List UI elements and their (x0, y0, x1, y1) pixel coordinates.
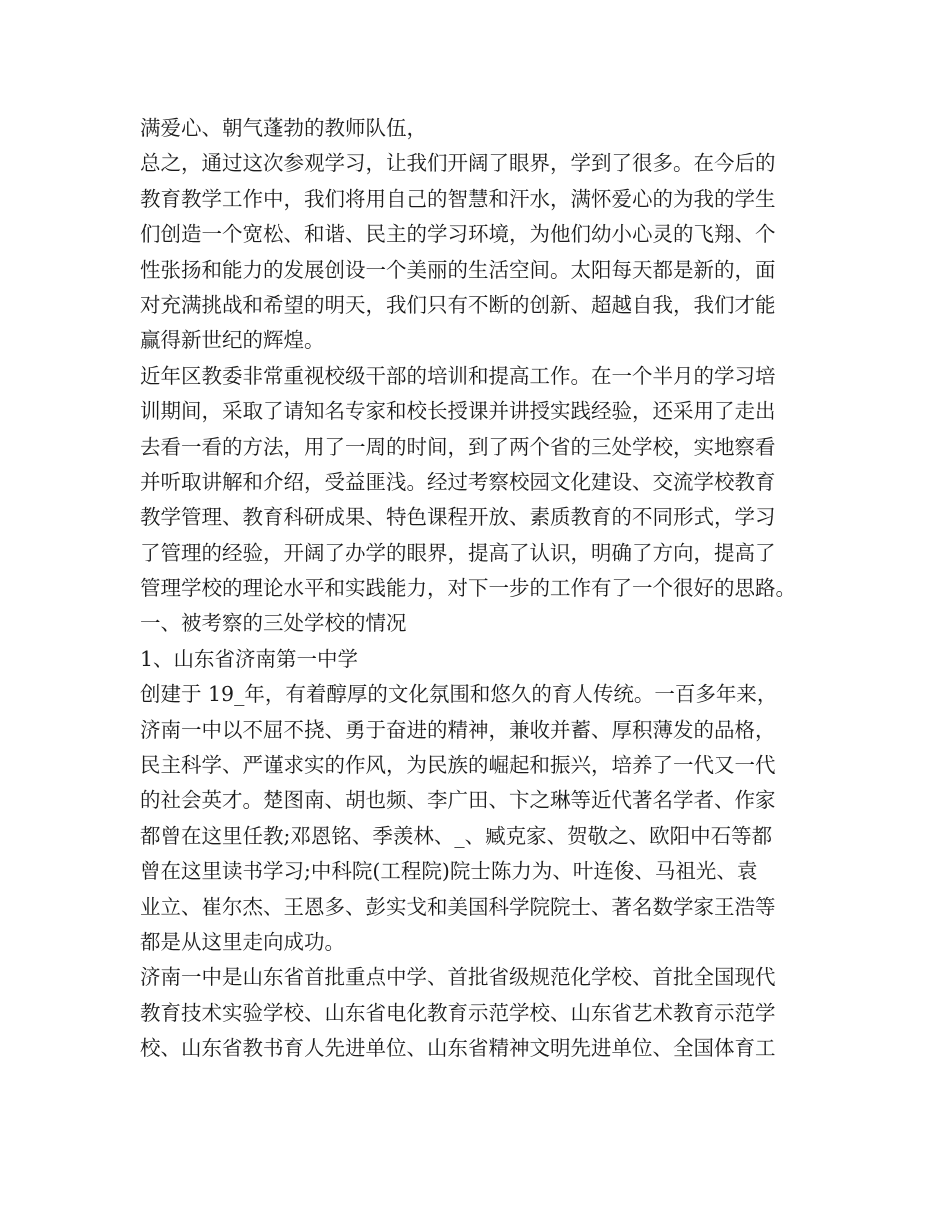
text-line: 济南一中以不屈不挠、勇于奋进的精神，兼收并蓄、厚积薄发的品格， (140, 717, 776, 742)
text-line: 管理学校的理论水平和实践能力，对下一步的工作有了一个很好的思路。 (140, 576, 796, 601)
text-line: 教育技术实验学校、山东省电化教育示范学校、山东省艺术教育示范学 (140, 1000, 776, 1025)
text-line: 赢得新世纪的辉煌。 (140, 328, 325, 353)
text-line: 近年区教委非常重视校级干部的培训和提高工作。在一个半月的学习培 (140, 363, 776, 388)
text-line: 民主科学、严谨求实的作风，为民族的崛起和振兴，培养了一代又一代 (140, 753, 776, 778)
text-line: 去看一看的方法，用了一周的时间，到了两个省的三处学校，实地察看 (140, 434, 776, 459)
text-line: 校、山东省教书育人先进单位、山东省精神文明先进单位、全国体育工 (140, 1036, 776, 1061)
text-line: 创建于 19_年，有着醇厚的文化氛围和悠久的育人传统。一百多年来， (140, 682, 778, 707)
text-line: 的社会英才。楚图南、胡也频、李广田、卞之琳等近代著名学者、作家 (140, 788, 776, 813)
text-line: 教学管理、教育科研成果、特色课程开放、素质教育的不同形式，学习 (140, 505, 776, 530)
text-line: 都曾在这里任教;邓恩铭、季羡林、_、臧克家、贺敬之、欧阳中石等都 (140, 823, 773, 848)
text-line: 性张扬和能力的发展创设一个美丽的生活空间。太阳每天都是新的，面 (140, 257, 776, 282)
section-heading: 一、被考察的三处学校的情况 (140, 611, 407, 636)
text-line: 都是从这里走向成功。 (140, 929, 345, 954)
text-line: 曾在这里读书学习;中科院(工程院)院士陈力为、叶连俊、马祖光、袁 (140, 859, 758, 884)
text-line: 了管理的经验，开阔了办学的眼界，提高了认识，明确了方向，提高了 (140, 540, 776, 565)
text-line: 们创造一个宽松、和谐、民主的学习环境，为他们幼小心灵的飞翔、个 (140, 222, 776, 247)
text-line: 训期间，采取了请知名专家和校长授课并讲授实践经验，还采用了走出 (140, 399, 776, 424)
subsection-heading: 1、山东省济南第一中学 (140, 646, 359, 671)
text-line: 对充满挑战和希望的明天，我们只有不断的创新、超越自我，我们才能 (140, 292, 776, 317)
text-line: 满爱心、朝气蓬勃的教师队伍， (140, 116, 427, 140)
text-line: 济南一中是山东省首批重点中学、首批省级规范化学校、首批全国现代 (140, 965, 776, 990)
text-line: 教育教学工作中，我们将用自己的智慧和汗水，满怀爱心的为我的学生 (140, 186, 776, 211)
text-line: 总之，通过这次参观学习，让我们开阔了眼界，学到了很多。在今后的 (140, 151, 776, 176)
document-body (140, 111, 840, 1067)
text-line: 并听取讲解和介绍，受益匪浅。经过考察校园文化建设、交流学校教育 (140, 469, 776, 494)
text-line: 业立、崔尔杰、王恩多、彭实戈和美国科学院院士、著名数学家王浩等 (140, 894, 776, 919)
